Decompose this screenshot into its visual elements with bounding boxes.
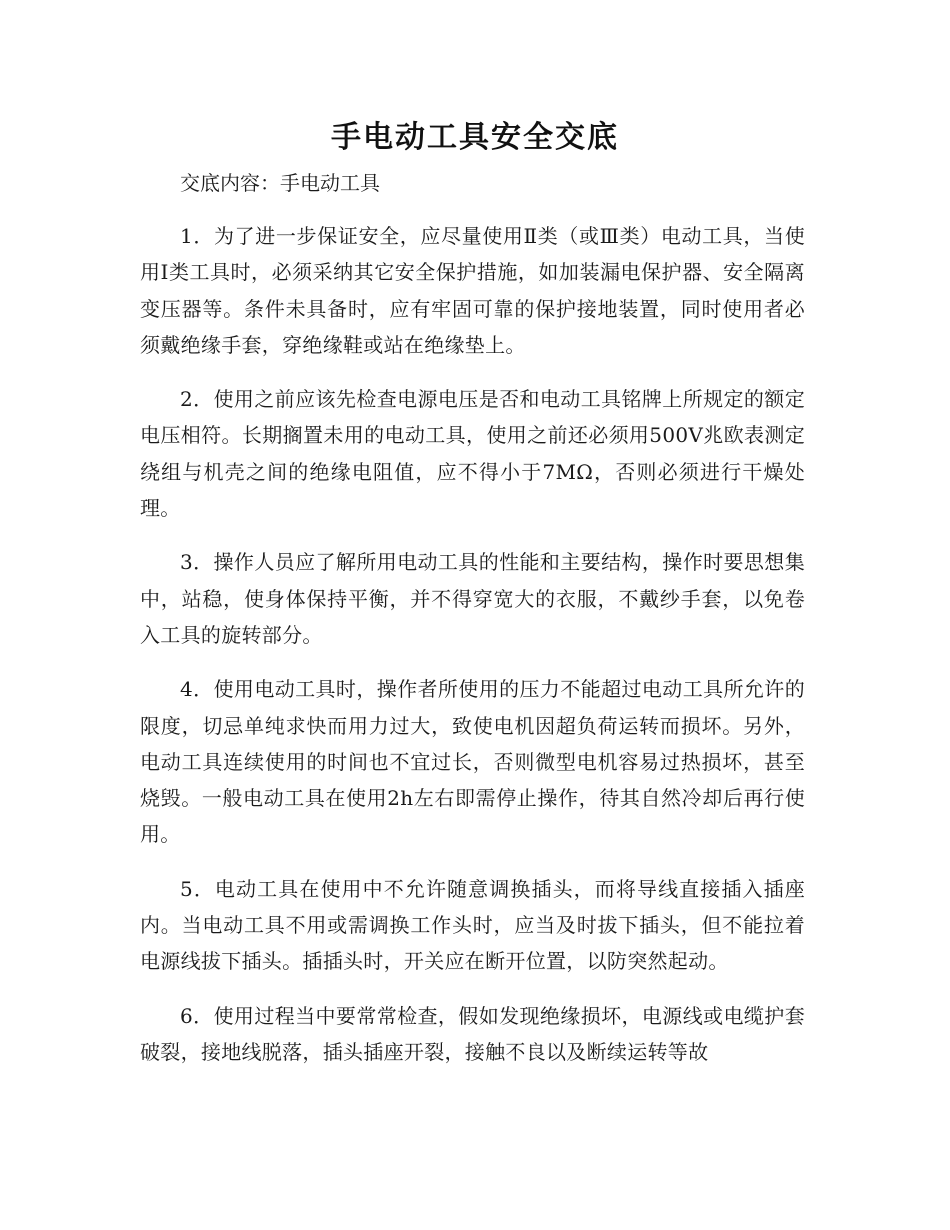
document-body (140, 166, 805, 1088)
paragraph-6: 6．使用过程当中要常常检查，假如发现绝缘损坏，电源线或电缆护套破裂，接地线脱落，插头插座开裂，接触不良以及断续运转等故 (140, 1003, 805, 1064)
document-title: 手电动工具安全交底 (331, 120, 619, 155)
paragraph-3: 3．操作人员应了解所用电动工具的性能和主要结构，操作时要思想集中，站稳，使身体保持平衡，并不得穿宽大的衣服，不戴纱手套，以免卷入工具的旋转部分。 (140, 550, 805, 647)
paragraph-5: 5．电动工具在使用中不允许随意调换插头，而将导线直接插入插座内。当电动工具不用或需调换工作头时，应当及时拔下插头，但不能拉着电源线拔下插头。插插头时，开关应在断开位置，以防突然起动。 (140, 876, 805, 974)
paragraph-4: 4．使用电动工具时，操作者所使用的压力不能超过电动工具所允许的限度，切忌单纯求快而用力过大，致使电机因超负荷运转而损坏。另外，电动工具连续使用的时间也不宜过长，否则微型电机容易过热损坏，甚至烧毁。一般电动工具在使用2h左右即需停止操作，待其自然冷却后再行使用。 (140, 677, 805, 847)
intro-line: 交底内容：手电动工具 (180, 171, 380, 195)
paragraph-2: 2．使用之前应该先检查电源电压是否和电动工具铭牌上所规定的额定电压相符。长期搁置未用的电动工具，使用之前还必须用500V兆欧表测定绕组与机壳之间的绝缘电阻值，应不得小于7MΩ，否则必须进行干燥处理。 (140, 387, 805, 521)
paragraph-1: 1．为了进一步保证安全，应尽量使用Ⅱ类（或Ⅲ类）电动工具，当使用Ⅰ类工具时，必须采纳其它安全保护措施，如加装漏电保护器、安全隔离变压器等。条件未具备时，应有牢固可靠的保护接地装置，同时使用者必须戴绝缘手套，穿绝缘鞋或站在绝缘垫上。 (140, 224, 805, 357)
